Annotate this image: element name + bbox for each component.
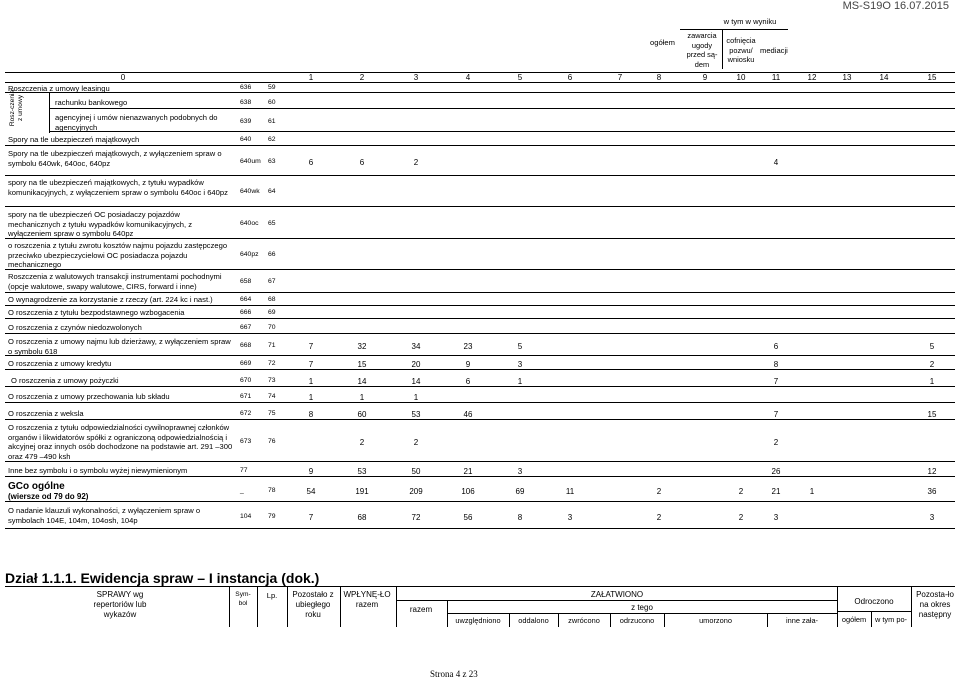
row-value-c2: 60 (357, 409, 367, 419)
row-label: spory na tle ubezpieczeń OC posiadaczy pojazdów mechanicznych z tytułu wypadków komunikacyjnych, z wyłączeniem spraw o symbolu 640pz (8, 210, 193, 239)
column-number-2: 2 (359, 73, 365, 82)
row-value-c3: 1 (413, 392, 419, 402)
row-value-c2: 68 (357, 512, 367, 522)
row-lp: 69 (268, 308, 276, 316)
row-value-c6: 11 (565, 486, 575, 496)
row-symbol: 658 (240, 277, 252, 285)
row-value-c1: 7 (308, 359, 314, 369)
header-ogolem: ogółem (650, 38, 675, 47)
column-number-11: 11 (771, 73, 781, 82)
row-value-c4: 106 (461, 486, 475, 496)
row-value-c11: 2 (773, 437, 779, 447)
row-label: O nadanie klauzuli wykonalności, z wyłączeniem spraw o symbolach 104E, 104m, 104osh, 104p (8, 506, 201, 525)
row-value-c5: 1 (517, 376, 523, 386)
row-value-c2: 32 (357, 341, 367, 351)
row-symbol: 638 (240, 98, 252, 106)
sub-col-1: oddalono (518, 616, 549, 625)
row-value-c15: 15 (927, 409, 937, 419)
row-value-c4: 46 (463, 409, 473, 419)
row-lp: 60 (268, 98, 276, 106)
row-value-c11: 26 (771, 466, 781, 476)
row-symbol: 673 (240, 437, 252, 445)
row-value-c11: 7 (773, 376, 779, 386)
row-lp: 76 (268, 437, 276, 445)
row-value-c8: 2 (656, 486, 662, 496)
row-value-c15: 36 (927, 486, 937, 496)
header-mediacji: mediacji (760, 46, 788, 55)
row-value-c5: 3 (517, 359, 523, 369)
bottom-table (5, 586, 955, 627)
row-symbol: 666 (240, 308, 252, 316)
row-value-c1: 7 (308, 512, 314, 522)
col-symbol: Sym-bol (235, 591, 251, 607)
row-symbol: 672 (240, 409, 252, 417)
row-value-c2: 53 (357, 466, 367, 476)
row-label: O wynagrodzenie za korzystanie z rzeczy (art. 224 kc i nast.) (8, 295, 213, 304)
row-symbol: 640 (240, 135, 252, 143)
row-value-c3: 209 (409, 486, 423, 496)
row-symbol: 77 (240, 466, 248, 474)
row-value-c11: 3 (773, 512, 779, 522)
row-symbol: 668 (240, 341, 252, 349)
row-value-c3: 20 (411, 359, 421, 369)
row-value-c1: 1 (308, 376, 314, 386)
row-value-c1: 6 (308, 157, 314, 167)
row-value-c11: 7 (773, 409, 779, 419)
row-symbol: _ (240, 486, 244, 494)
row-value-c3: 50 (411, 466, 421, 476)
column-number-1: 1 (308, 73, 314, 82)
header-cofniecia: cofnięcia pozwu/ wniosku (726, 36, 756, 65)
row-label: o roszczenia z tytułu zwrotu kosztów najmu pojazdu zastępczego przeciwko ubezpieczycielowi OC posiadacza pojazdu mechanicznego (8, 241, 228, 270)
column-number-15: 15 (927, 73, 937, 82)
row-symbol: 640um (240, 157, 261, 165)
col-wplynelo: WPŁYNĘ-ŁO razem (343, 590, 391, 609)
row-value-c11: 8 (773, 359, 779, 369)
row-value-c2: 1 (359, 392, 365, 402)
row-value-c1: 1 (308, 392, 314, 402)
column-number-9: 9 (702, 73, 708, 82)
row-symbol: 639 (240, 117, 252, 125)
row-symbol: 640oc (240, 219, 259, 227)
column-number-7: 7 (617, 73, 623, 82)
row-value-c2: 6 (359, 157, 365, 167)
side-label-box (5, 89, 50, 133)
row-value-c15: 12 (927, 466, 937, 476)
row-value-c2: 2 (359, 437, 365, 447)
row-lp: 73 (268, 376, 276, 384)
row-symbol: 669 (240, 359, 252, 367)
row-value-c11: 6 (773, 341, 779, 351)
row-symbol: 104 (240, 512, 252, 520)
row-label: O roszczenia z umowy przechowania lub składu (8, 392, 170, 401)
col-pozostalo-na-okres: Pozosta-ło na okres następny (916, 590, 954, 619)
row-value-c2: 191 (355, 486, 369, 496)
row-value-c4: 21 (463, 466, 473, 476)
row-label: rachunku bankowego (55, 98, 128, 107)
row-label: O roszczenia z czynów niedozwolonych (8, 323, 142, 332)
row-lp: 66 (268, 250, 276, 258)
row-label: GCo ogólne (8, 481, 65, 492)
row-value-c12: 1 (809, 486, 815, 496)
row-label: spory na tle ubezpieczeń majątkowych, z tytułu wypadków komunikacyjnych, z wyłączeniem spraw o symbolu 640oc i 640pz (8, 178, 228, 197)
column-number-0: 0 (120, 73, 126, 82)
row-value-c5: 5 (517, 341, 523, 351)
row-value-c1: 9 (308, 466, 314, 476)
row-symbol: 640wk (240, 187, 260, 195)
row-value-c1: 7 (308, 341, 314, 351)
section-title: Dział 1.1.1. Ewidencja spraw – I instancja (dok.) (5, 570, 320, 586)
row-label: O roszczenia z tytułu bezpodstawnego wzbogacenia (8, 308, 185, 317)
col-w-tym-po: w tym po- (874, 615, 908, 624)
header-w-tym-w-wyniku: w tym w wyniku (723, 17, 777, 26)
sub-col-5: inne zała- (785, 616, 819, 625)
sub-col-0: uwzględniono (455, 616, 501, 625)
side-label: Rosz-czenia z umowy (9, 89, 24, 127)
row-label: Roszczenia z umowy leasingu (8, 84, 110, 93)
row-symbol: 664 (240, 295, 252, 303)
row-value-c2: 15 (357, 359, 367, 369)
row-value-c3: 72 (411, 512, 421, 522)
column-number-8: 8 (656, 73, 662, 82)
column-number-4: 4 (465, 73, 471, 82)
row-value-c3: 14 (411, 376, 421, 386)
row-value-c10: 2 (738, 512, 744, 522)
row-label: O roszczenia z weksla (8, 409, 84, 418)
row-lp: 79 (268, 512, 276, 520)
row-label: Spory na tle ubezpieczeń majątkowych (8, 135, 140, 144)
row-lp: 74 (268, 392, 276, 400)
col-sprawy: SPRAWY wg repertoriów lub wykazów (93, 590, 147, 619)
row-label: O roszczenia z umowy pożyczki (11, 376, 119, 385)
col-pozostalo: Pozostało z ubiegłego roku (292, 590, 334, 619)
row-lp: 65 (268, 219, 276, 227)
row-label: agencyjnej i umów nienazwanych podobnych do agencyjnych (55, 113, 218, 132)
row-value-c11: 4 (773, 157, 779, 167)
col-z-tego: z tego (631, 603, 653, 612)
column-number-6: 6 (567, 73, 573, 82)
row-value-c10: 2 (738, 486, 744, 496)
col-odroczono-ogolem: ogółem (841, 615, 867, 624)
col-zalatwiono: ZAŁATWIONO (590, 590, 644, 599)
row-label: Spory na tle ubezpieczeń majątkowych, z wyłączeniem spraw o symbolu 640wk, 640oc, 640pz (8, 149, 222, 168)
column-number-10: 10 (736, 73, 746, 82)
row-label: O roszczenia z umowy kredytu (8, 359, 112, 368)
row-value-c15: 1 (929, 376, 935, 386)
form-code: MS-S19O 16.07.2015 (842, 0, 949, 12)
row-value-c4: 9 (465, 359, 471, 369)
col-razem: razem (409, 605, 433, 614)
row-lp: 61 (268, 117, 276, 125)
row-sublabel: (wiersze od 79 do 92) (8, 492, 89, 501)
col-lp: Lp. (266, 591, 278, 600)
row-symbol: 671 (240, 392, 252, 400)
row-value-c4: 23 (463, 341, 473, 351)
row-lp: 78 (268, 486, 276, 494)
column-number-3: 3 (413, 73, 419, 82)
row-lp: 67 (268, 277, 276, 285)
column-number-12: 12 (807, 73, 817, 82)
row-value-c15: 5 (929, 341, 935, 351)
row-value-c5: 69 (515, 486, 525, 496)
row-label: O roszczenia z tytułu odpowiedzialności cywilnoprawnej członków organów i likwidatorów spółki z ograniczoną odpowiedzialnością i akcyjnej oraz innych osób dochodzone na podstawie art. 291 –300 oraz 479 –490 ksh (8, 423, 233, 461)
col-odroczono: Odroczono (854, 597, 894, 606)
row-lp: 71 (268, 341, 276, 349)
column-number-13: 13 (842, 73, 852, 82)
sub-col-3: odrzucono (619, 616, 655, 625)
row-value-c11: 21 (771, 486, 781, 496)
row-value-c3: 2 (413, 157, 419, 167)
row-lp: 64 (268, 187, 276, 195)
row-value-c3: 53 (411, 409, 421, 419)
row-lp: 75 (268, 409, 276, 417)
row-lp: 59 (268, 83, 276, 91)
row-value-c5: 3 (517, 466, 523, 476)
row-lp: 63 (268, 157, 276, 165)
row-label: Inne bez symbolu i o symbolu wyżej niewymienionym (8, 466, 188, 475)
row-value-c2: 14 (357, 376, 367, 386)
page-footer: Strona 4 z 23 (430, 669, 478, 679)
row-value-c3: 34 (411, 341, 421, 351)
row-value-c8: 2 (656, 512, 662, 522)
row-value-c4: 56 (463, 512, 473, 522)
row-lp: 72 (268, 359, 276, 367)
sub-col-2: zwrócono (568, 616, 600, 625)
row-symbol: 640pz (240, 250, 259, 258)
column-number-5: 5 (517, 73, 523, 82)
header-zawarcia-ugody: zawarcia ugody przed są-dem (686, 31, 718, 69)
row-value-c1: 8 (308, 409, 314, 419)
row-symbol: 667 (240, 323, 252, 331)
sub-col-4: umorzono (699, 616, 732, 625)
row-value-c4: 6 (465, 376, 471, 386)
row-symbol: 670 (240, 376, 252, 384)
row-label: Roszczenia z walutowych transakcji instrumentami pochodnymi (opcje walutowe, swapy walutowe, CIRS, forward i inne) (8, 272, 222, 291)
row-symbol: 636 (240, 83, 252, 91)
row-value-c15: 3 (929, 512, 935, 522)
column-number-14: 14 (879, 73, 889, 82)
row-lp: 62 (268, 135, 276, 143)
row-value-c6: 3 (567, 512, 573, 522)
row-value-c3: 2 (413, 437, 419, 447)
row-lp: 68 (268, 295, 276, 303)
row-value-c1: 54 (306, 486, 316, 496)
row-value-c5: 8 (517, 512, 523, 522)
row-label: O roszczenia z umowy najmu lub dzierżawy, z wyłączeniem spraw o symbolu 618 (8, 337, 231, 356)
row-value-c15: 2 (929, 359, 935, 369)
row-lp: 70 (268, 323, 276, 331)
